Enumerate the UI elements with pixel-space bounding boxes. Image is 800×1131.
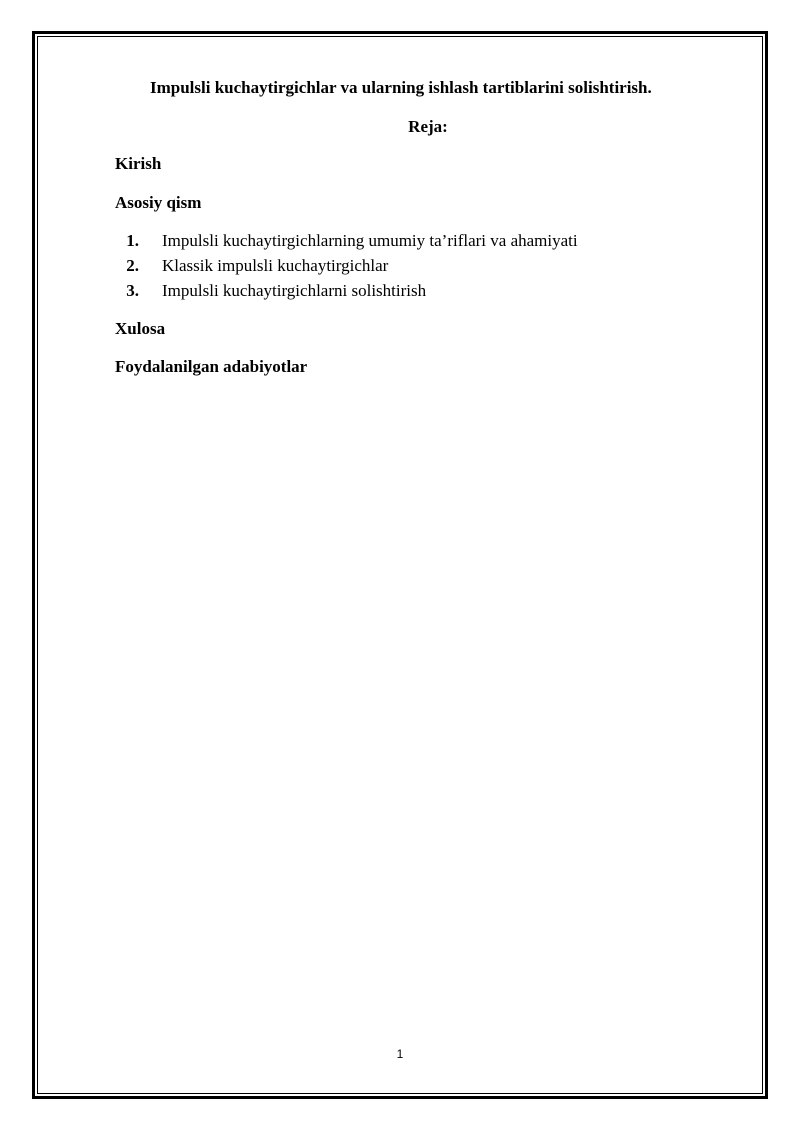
section-main: Asosiy qism (115, 193, 202, 212)
list-item (115, 278, 578, 303)
page-number: 1 (396, 1047, 404, 1061)
list-item-text: Klassik impulsli kuchaytirgichlar (162, 256, 389, 275)
list-item (115, 253, 578, 278)
list-item-text: Impulsli kuchaytirgichlarning umumiy ta’riflari va ahamiyati (162, 231, 578, 250)
section-conclusion: Xulosa (115, 319, 166, 338)
list-item (115, 228, 578, 253)
list-item-text: Impulsli kuchaytirgichlarni solishtirish (162, 281, 427, 300)
list-item-number: 3 . (115, 278, 139, 303)
plan-heading: Reja: (408, 117, 448, 136)
list-item-number: 2 . (115, 253, 139, 278)
list-item-number: 1 . (115, 228, 139, 253)
section-references: Foydalanilgan adabiyotlar (115, 357, 308, 376)
document-title: Impulsli kuchaytirgichlar va ularning ishlash tartiblarini solishtirish. (150, 78, 652, 97)
main-items-list (115, 228, 578, 303)
section-intro: Kirish (115, 154, 162, 173)
